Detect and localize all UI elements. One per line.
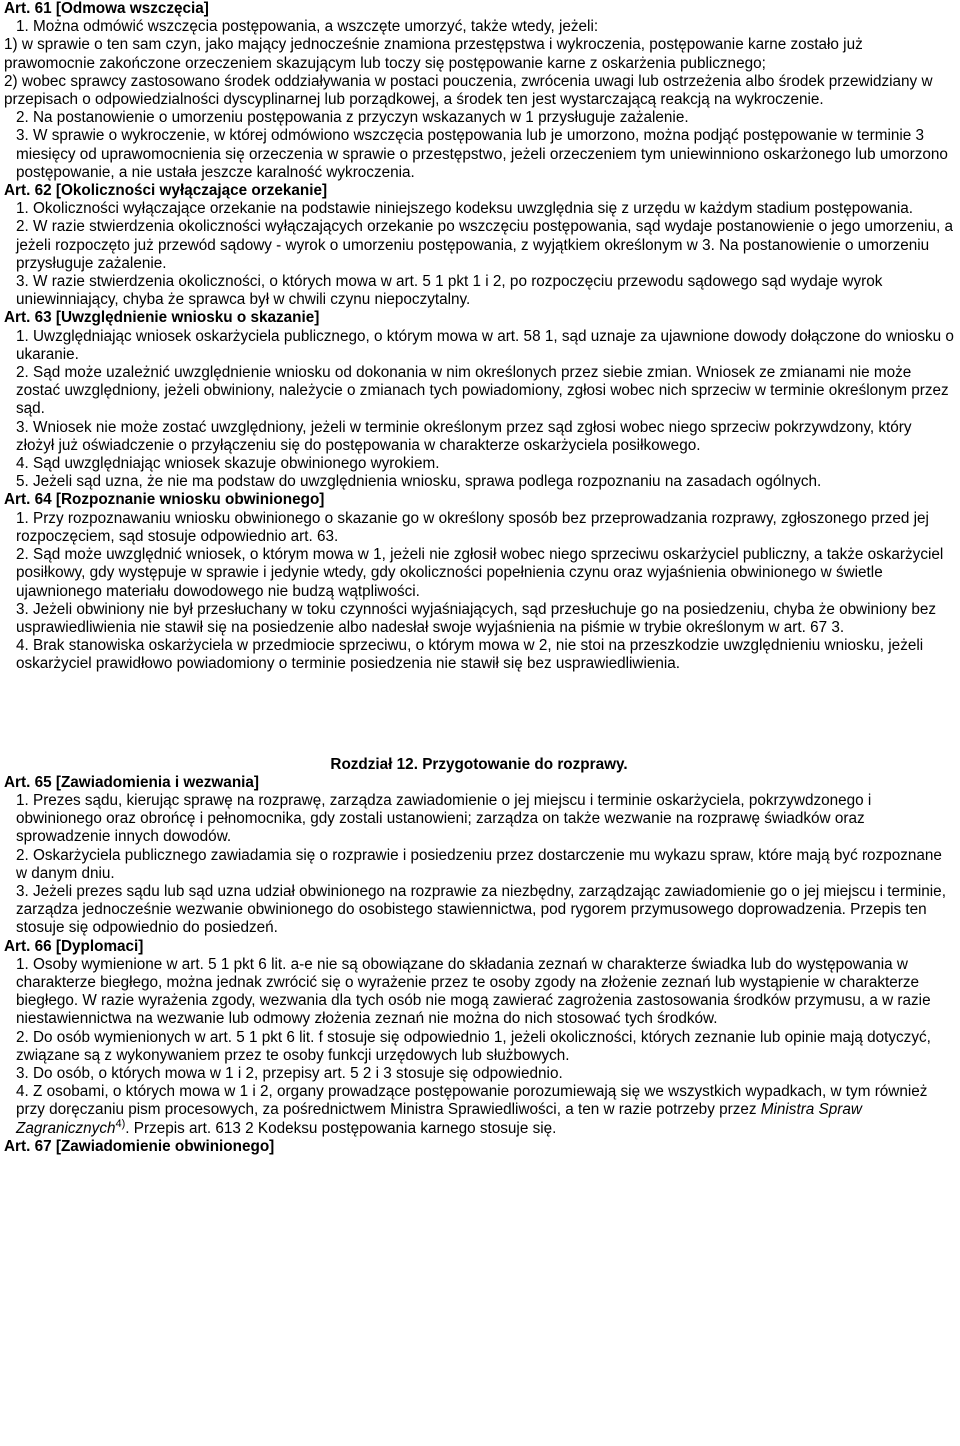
chapter-heading: Rozdział 12. Przygotowanie do rozprawy. <box>330 755 628 773</box>
paragraph: 1. Uwzględniając wniosek oskarżyciela publicznego, o którym mowa w art. 58 1, sąd uznaje za ujawnione dowody dołączone do wniosku o ukaranie. <box>16 327 954 363</box>
footnote-ref: 4) <box>115 1117 126 1130</box>
article-66 <box>4 938 954 1138</box>
article-title: Art. 64 [Rozpoznanie wniosku obwinionego] <box>4 491 325 509</box>
paragraph: 4. Brak stanowiska oskarżyciela w przedmiocie sprzeciwu, o którym mowa w 2, nie stoi na przeszkodzie uwzględnieniu wniosku, jeżeli oskarżyciel prawidłowo powiadomiony o terminie posiedzenia nie stawił się bez usprawiedliwienia. <box>16 637 924 673</box>
paragraph-text: . Przepis art. 613 2 Kodeksu postępowania karnego stosuje się. <box>125 1119 557 1137</box>
article-title: Art. 67 [Zawiadomienie obwinionego] <box>4 1137 275 1155</box>
italic-text: Ministra Spraw Zagranicznych <box>16 1101 862 1137</box>
paragraph: 3. Wniosek nie może zostać uwzględniony, jeżeli w terminie określonym przez sąd zgłosi wobec niego sprzeciw pokrzywdzony, który złożył już oświadczenie o przyłączeniu się do postępowania w charakterze oskarżyciela posiłkowego. <box>16 418 912 454</box>
paragraph <box>4 1083 954 1138</box>
paragraph: 3. Do osób, o których mowa w 1 i 2, przepisy art. 5 2 i 3 stosuje się odpowiednio. <box>16 1064 563 1082</box>
article-title: Art. 66 [Dyplomaci] <box>4 937 144 955</box>
paragraph: 4. Sąd uwzględniając wniosek skazuje obwinionego wyrokiem. <box>16 455 440 473</box>
spacer <box>4 674 954 756</box>
paragraph: 2. Do osób wymienionych w art. 5 1 pkt 6 lit. f stosuje się odpowiednio 1, jeżeli okoliczności, których zeznanie lub opinie mają dotyczyć, związane są z wykonywaniem przez te osoby funkcji urzędowych lub służbowych. <box>16 1028 931 1064</box>
article-64 <box>4 491 954 673</box>
paragraph: 3. W razie stwierdzenia okoliczności, o których mowa w art. 5 1 pkt 1 i 2, po rozpoczęciu przewodu sądowego sąd wydaje wyrok uniewinniający, chyba że sprawca był w chwili czynu niepoczytalny. <box>16 273 883 309</box>
article-63 <box>4 309 954 491</box>
paragraph: 1. Osoby wymienione w art. 5 1 pkt 6 lit. a-e nie są obowiązane do składania zeznań w charakterze świadka lub do występowania w charakterze biegłego, można jednak zwrócić się o wyrażenie przez te osoby zgody na złożenie zeznań lub wystąpienie w charakterze biegłego. W razie wyrażenia zgody, wezwania dla tych osób nie mogą zawierać zagrożenia zastosowania środków przymusu, a w razie niestawiennictwa na wezwanie lub odmowy złożenia zeznań nie można do nich stosować tych środków. <box>16 955 931 1028</box>
article-62 <box>4 182 954 309</box>
article-61 <box>4 0 954 182</box>
paragraph: 1. Prezes sądu, kierując sprawę na rozprawę, zarządza zawiadomienie o jej miejscu i terminie oskarżyciela, pokrzywdzonego i obwinionego oraz obrońcę i pełnomocnika, gdy zostali ustanowieni; zarządza on także wezwanie na rozprawę świadków oraz sprowadzenie innych dowodów. <box>16 791 872 846</box>
article-67 <box>4 1138 954 1156</box>
paragraph: 1. Można odmówić wszczęcia postępowania, a wszczęte umorzyć, także wtedy, jeżeli: <box>16 18 599 36</box>
paragraph: 2. Sąd może uwzględnić wniosek, o którym mowa w 1, jeżeli nie zgłosił wobec niego sprzeciwu oskarżyciel publiczny, a także oskarżyciel posiłkowy, gdy występuje w sprawie i jedynie wtedy, gdy okoliczności popełnienia czynu oraz wyjaśnienia obwinionego w świetle ujawnionego materiału dowodowego nie budzą wątpliwości. <box>16 546 944 600</box>
article-65 <box>4 774 954 938</box>
paragraph: 3. W sprawie o wykroczenie, w której odmówiono wszczęcia postępowania lub je umorzono, można podjąć postępowanie w terminie 3 miesięcy od uprawomocnienia się orzeczenia w sprawie o przestępstwo, jeżeli orzeczeniem tym uniewinniono oskarżonego lub umorzono postępowanie, a nie ustała jeszcze karalność wykroczenia. <box>16 127 948 181</box>
document-page <box>4 0 954 1156</box>
paragraph: 1) w sprawie o ten sam czyn, jako mający jednocześnie znamiona przestępstwa i wykroczenia, postępowanie karne zostało już prawomocnie zakończone orzeczeniem skazującym lub toczy się postępowanie karne z oskarżenia publicznego; <box>4 36 863 72</box>
paragraph: 3. Jeżeli obwiniony nie był przesłuchany w toku czynności wyjaśniających, sąd przesłuchuje go na posiedzeniu, chyba że obwiniony bez usprawiedliwienia nie stawił się na posiedzenie albo nadesłał swoje wyjaśnienia na piśmie w trybie określonym w art. 67 3. <box>16 600 937 636</box>
paragraph: 2. Oskarżyciela publicznego zawiadamia się o rozprawie i posiedzeniu przez dostarczenie mu wykazu spraw, które mają być rozpoznane w danym dniu. <box>16 846 942 882</box>
article-title: Art. 61 [Odmowa wszczęcia] <box>4 0 209 17</box>
paragraph: 2. Sąd może uzależnić uwzględnienie wniosku od dokonania w nim określonych przez siebie zmian. Wniosek ze zmianami nie może zostać uwzględniony, jeżeli obwiniony, należycie o zmianach tych powiadomiony, zgłosi wobec nich sprzeciw w terminie określonym przez sąd. <box>16 364 949 418</box>
paragraph: 1. Przy rozpoznawaniu wniosku obwinionego o skazanie go w określony sposób bez przeprowadzania rozprawy, zgłoszonego przed jej rozpoczęciem, sąd stosuje odpowiednio art. 63. <box>16 509 929 545</box>
paragraph: 2. W razie stwierdzenia okoliczności wyłączających orzekanie po wszczęciu postępowania, sąd wydaje postanowienie o jego umorzeniu, a jeżeli rozpoczęto już przewód sądowy - wyrok o umorzeniu postępowania, z wyjątkiem określonym w 3. Na postanowienie o umorzeniu przysługuje zażalenie. <box>16 218 953 272</box>
article-title: Art. 63 [Uwzględnienie wniosku o skazanie] <box>4 309 320 327</box>
article-title: Art. 65 [Zawiadomienia i wezwania] <box>4 773 260 791</box>
paragraph: 3. Jeżeli prezes sądu lub sąd uzna udział obwinionego na rozprawie za niezbędny, zarządzając zawiadomienie go o jej miejscu i terminie, zarządza jednocześnie wezwanie obwinionego do osobistego stawiennictwa, pod rygorem przymusowego doprowadzenia. Przepis ten stosuje się odpowiednio do posiedzeń. <box>16 882 946 937</box>
article-title: Art. 62 [Okoliczności wyłączające orzekanie] <box>4 182 328 200</box>
paragraph-text: 4. Z osobami, o których mowa w 1 i 2, organy prowadzące postępowanie porozumiewają się we wszystkich wypadkach, w tym również przy doręczaniu pism procesowych, za pośrednictwem Ministra Sprawiedliwości, a ten w razie potrzeby przez <box>16 1083 928 1119</box>
paragraph: 5. Jeżeli sąd uzna, że nie ma podstaw do uwzględnienia wniosku, sprawa podlega rozpoznaniu na zasadach ogólnych. <box>16 473 822 491</box>
paragraph: 1. Okoliczności wyłączające orzekanie na podstawie niniejszego kodeksu uwzględnia się z urzędu w każdym stadium postępowania. <box>16 200 914 218</box>
paragraph: 2. Na postanowienie o umorzeniu postępowania z przyczyn wskazanych w 1 przysługuje zażalenie. <box>16 109 689 127</box>
paragraph: 2) wobec sprawcy zastosowano środek oddziaływania w postaci pouczenia, zwrócenia uwagi lub ostrzeżenia albo środek przewidziany w przepisach o odpowiedzialności dyscyplinarnej lub porządkowej, a środek ten jest wystarczającą reakcją na wykroczenie. <box>4 72 933 109</box>
